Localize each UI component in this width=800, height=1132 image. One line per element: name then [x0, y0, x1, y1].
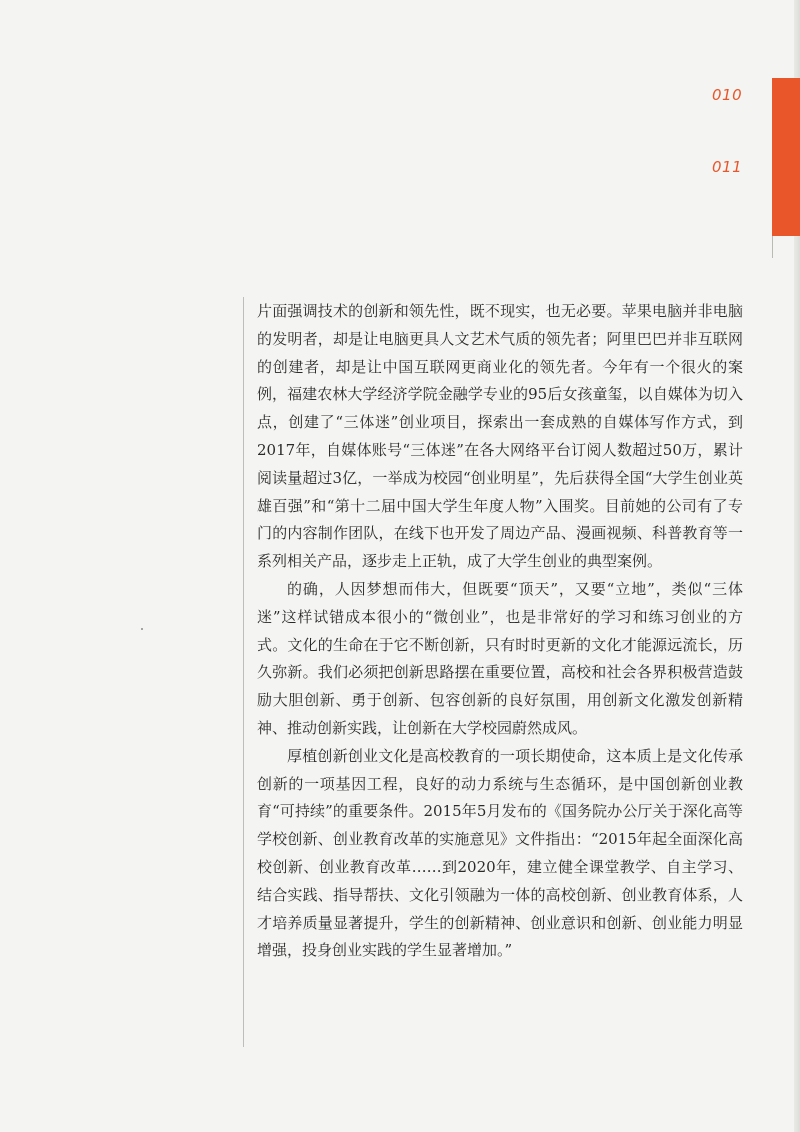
page-number-right: 011: [712, 158, 743, 176]
paragraph-1: 片面强调技术的创新和领先性，既不现实，也无必要。苹果电脑并非电脑的发明者，却是让电脑更具人文艺术气质的领先者；阿里巴巴并非互联网的创建者，却是让中国互联网更商业化的领先者。今年有一个很火的案例，福建农林大学经济学院金融学专业的95后女孩童玺，以自媒体为切入点，创建了“三体迷”创业项目，探索出一套成熟的自媒体写作方式，到2017年，自媒体账号“三体迷”在各大网络平台订阅人数超过50万，累计阅读量超过3亿，一举成为校园“创业明星”，先后获得全国“大学生创业英雄百强”和“第十二届中国大学生年度人物”入围奖。目前她的公司有了专门的内容制作团队，在线下也开发了周边产品、漫画视频、科普教育等一系列相关产品，逐步走上正轨，成了大学生创业的典型案例。: [257, 302, 743, 571]
paragraph-3: 厚植创新创业文化是高校教育的一项长期使命，这本质上是文化传承创新的一项基因工程，良好的动力系统与生态循环，是中国创新创业教育“可持续”的重要条件。2015年5月发布的《国务院办公厅关于深化高等学校创新、创业教育改革的实施意见》文件指出：“2015年起全面深化高校创新、创业教育改革……到2020年，建立健全课堂教学、自主学习、结合实践、指导帮扶、文化引领融为一体的高校创新、创业教育体系，人才培养质量显著提升，学生的创新精神、创业意识和创新、创业能力明显增强，投身创业实践的学生显著增加。”: [257, 746, 743, 960]
orange-page-tab: [772, 78, 800, 236]
tab-edge-line: [772, 236, 773, 258]
page-number-left: 010: [712, 86, 743, 104]
body-text: [257, 298, 743, 965]
paper-speck: [141, 628, 143, 630]
margin-rule: [243, 297, 244, 1047]
paragraph-2: 的确，人因梦想而伟大，但既要“顶天”，又要“立地”，类似“三体迷”这样试错成本很小的“微创业”，也是非常好的学习和练习创业的方式。文化的生命在于它不断创新，只有时时更新的文化才能源远流长，历久弥新。我们必须把创新思路摆在重要位置，高校和社会各界积极营造鼓励大胆创新、勇于创新、包容创新的良好氛围，用创新文化激发创新精神、推动创新实践，让创新在大学校园蔚然成风。: [257, 579, 743, 737]
